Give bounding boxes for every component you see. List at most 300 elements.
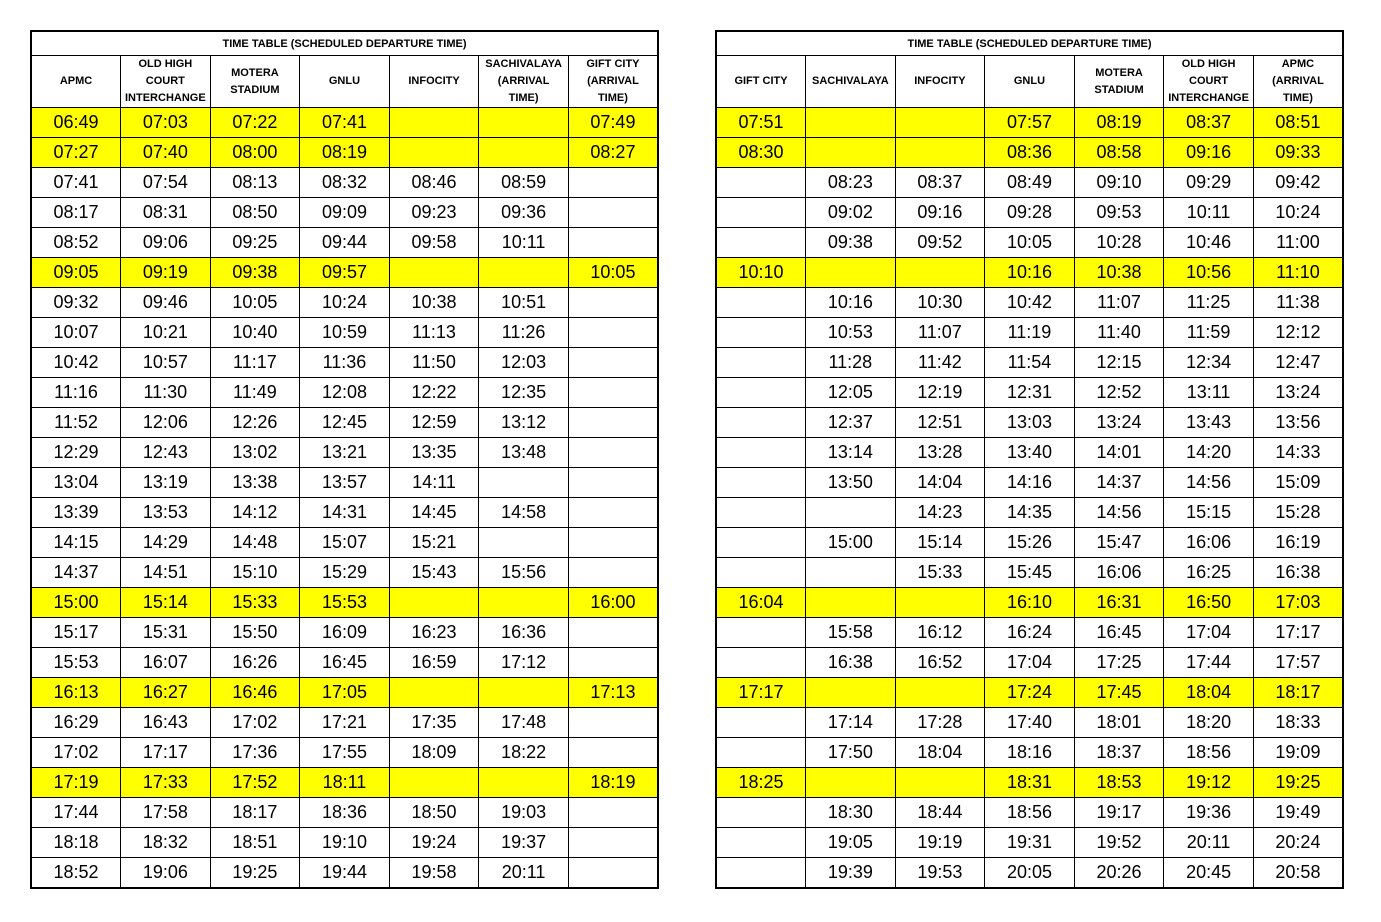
time-cell: 16:45 [1074, 618, 1164, 648]
time-cell: 09:10 [1074, 168, 1164, 198]
table-row [31, 138, 658, 168]
time-cell: 11:50 [389, 348, 479, 378]
table-row [716, 738, 1343, 768]
time-cell [716, 528, 806, 558]
time-cell [479, 258, 569, 288]
table-row [31, 468, 658, 498]
time-cell [716, 348, 806, 378]
time-cell [568, 738, 658, 768]
time-cell: 13:24 [1253, 378, 1343, 408]
time-cell: 10:07 [31, 318, 121, 348]
time-cell: 09:23 [389, 198, 479, 228]
time-cell: 20:11 [1164, 828, 1254, 858]
time-cell: 15:53 [300, 588, 390, 618]
time-cell: 20:58 [1253, 858, 1343, 889]
time-cell [568, 828, 658, 858]
time-cell: 14:51 [121, 558, 211, 588]
time-cell [806, 678, 896, 708]
time-cell: 11:30 [121, 378, 211, 408]
time-cell: 13:57 [300, 468, 390, 498]
time-cell [389, 258, 479, 288]
time-cell: 16:25 [1164, 558, 1254, 588]
time-cell: 15:15 [1164, 498, 1254, 528]
time-cell [568, 318, 658, 348]
time-cell: 13:40 [985, 438, 1075, 468]
time-cell: 12:52 [1074, 378, 1164, 408]
time-cell: 15:31 [121, 618, 211, 648]
time-cell [716, 408, 806, 438]
time-cell: 15:26 [985, 528, 1075, 558]
time-cell: 14:31 [300, 498, 390, 528]
time-cell: 20:26 [1074, 858, 1164, 889]
table-row [716, 588, 1343, 618]
column-header: APMC [31, 56, 121, 108]
column-header: GIFT CITY [716, 56, 806, 108]
table-row [31, 378, 658, 408]
time-cell: 17:35 [389, 708, 479, 738]
time-cell: 18:18 [31, 828, 121, 858]
time-cell: 10:10 [716, 258, 806, 288]
time-cell: 13:02 [210, 438, 300, 468]
time-cell: 16:24 [985, 618, 1075, 648]
time-cell: 16:10 [985, 588, 1075, 618]
time-cell: 15:43 [389, 558, 479, 588]
time-cell: 07:49 [568, 108, 658, 138]
time-cell: 12:03 [479, 348, 569, 378]
time-cell: 18:17 [210, 798, 300, 828]
time-cell: 17:03 [1253, 588, 1343, 618]
time-cell: 09:38 [210, 258, 300, 288]
time-cell: 10:59 [300, 318, 390, 348]
time-cell: 10:05 [210, 288, 300, 318]
time-cell: 19:31 [985, 828, 1075, 858]
time-cell: 11:17 [210, 348, 300, 378]
time-cell: 09:38 [806, 228, 896, 258]
header-row [716, 56, 1343, 108]
time-cell: 14:12 [210, 498, 300, 528]
time-cell: 07:40 [121, 138, 211, 168]
time-cell: 10:11 [479, 228, 569, 258]
time-cell: 17:45 [1074, 678, 1164, 708]
time-cell: 09:53 [1074, 198, 1164, 228]
table-row [716, 768, 1343, 798]
time-cell: 10:16 [806, 288, 896, 318]
time-cell: 15:21 [389, 528, 479, 558]
time-cell [806, 258, 896, 288]
time-cell: 15:00 [31, 588, 121, 618]
time-cell [806, 108, 896, 138]
time-cell: 14:16 [985, 468, 1075, 498]
time-cell [716, 558, 806, 588]
time-cell: 08:50 [210, 198, 300, 228]
time-cell [479, 108, 569, 138]
column-header: INFOCITY [895, 56, 985, 108]
table-row [31, 198, 658, 228]
time-cell: 18:31 [985, 768, 1075, 798]
time-cell [568, 708, 658, 738]
time-cell: 10:42 [985, 288, 1075, 318]
time-cell: 09:52 [895, 228, 985, 258]
time-cell: 12:45 [300, 408, 390, 438]
table-row [716, 198, 1343, 228]
time-cell: 18:37 [1074, 738, 1164, 768]
timetable-right [715, 30, 1344, 889]
time-cell [568, 198, 658, 228]
time-cell: 10:42 [31, 348, 121, 378]
time-cell: 15:10 [210, 558, 300, 588]
time-cell [568, 528, 658, 558]
time-cell [568, 558, 658, 588]
table-row [31, 408, 658, 438]
table-row [716, 288, 1343, 318]
time-cell: 17:48 [479, 708, 569, 738]
time-cell: 08:36 [985, 138, 1075, 168]
time-cell: 10:30 [895, 288, 985, 318]
time-cell: 16:04 [716, 588, 806, 618]
time-cell [568, 468, 658, 498]
time-cell: 19:06 [121, 858, 211, 889]
time-cell: 12:12 [1253, 318, 1343, 348]
time-cell: 11:10 [1253, 258, 1343, 288]
table-row [31, 828, 658, 858]
time-cell: 11:07 [895, 318, 985, 348]
timetable-left [30, 30, 659, 889]
header-row [31, 56, 658, 108]
time-cell: 19:17 [1074, 798, 1164, 828]
time-cell [568, 498, 658, 528]
table-row [716, 378, 1343, 408]
table-row [716, 678, 1343, 708]
table-row [716, 318, 1343, 348]
time-cell: 17:02 [210, 708, 300, 738]
time-cell: 08:19 [300, 138, 390, 168]
time-cell: 16:00 [568, 588, 658, 618]
time-cell: 19:49 [1253, 798, 1343, 828]
time-cell: 13:03 [985, 408, 1075, 438]
time-cell: 15:14 [895, 528, 985, 558]
time-cell: 07:54 [121, 168, 211, 198]
table-row [31, 258, 658, 288]
time-cell [568, 408, 658, 438]
time-cell: 15:17 [31, 618, 121, 648]
time-cell [895, 108, 985, 138]
time-cell: 12:51 [895, 408, 985, 438]
time-cell [806, 558, 896, 588]
time-cell: 17:28 [895, 708, 985, 738]
time-cell: 12:06 [121, 408, 211, 438]
time-cell: 13:19 [121, 468, 211, 498]
time-cell: 18:20 [1164, 708, 1254, 738]
time-cell [568, 168, 658, 198]
time-cell: 17:52 [210, 768, 300, 798]
time-cell: 09:28 [985, 198, 1075, 228]
time-cell [716, 498, 806, 528]
time-cell: 16:43 [121, 708, 211, 738]
table-row [31, 108, 658, 138]
time-cell: 19:03 [479, 798, 569, 828]
table-row [31, 168, 658, 198]
column-header: GNLU [985, 56, 1075, 108]
time-cell: 14:04 [895, 468, 985, 498]
time-cell: 18:01 [1074, 708, 1164, 738]
time-cell [716, 858, 806, 889]
time-cell [716, 378, 806, 408]
time-cell: 14:48 [210, 528, 300, 558]
time-cell: 17:13 [568, 678, 658, 708]
time-cell: 17:24 [985, 678, 1075, 708]
time-cell: 18:50 [389, 798, 479, 828]
time-cell [806, 138, 896, 168]
time-cell: 13:12 [479, 408, 569, 438]
time-cell: 17:36 [210, 738, 300, 768]
time-cell: 18:11 [300, 768, 390, 798]
time-cell: 09:33 [1253, 138, 1343, 168]
time-cell: 18:17 [1253, 678, 1343, 708]
time-cell: 07:57 [985, 108, 1075, 138]
time-cell: 18:36 [300, 798, 390, 828]
time-cell: 07:27 [31, 138, 121, 168]
table-row [31, 498, 658, 528]
time-cell: 13:14 [806, 438, 896, 468]
time-cell: 18:09 [389, 738, 479, 768]
time-cell [895, 768, 985, 798]
time-cell: 09:36 [479, 198, 569, 228]
time-cell: 15:58 [806, 618, 896, 648]
time-cell [568, 228, 658, 258]
time-cell: 10:05 [568, 258, 658, 288]
table-row [716, 348, 1343, 378]
time-cell: 08:00 [210, 138, 300, 168]
table-body [716, 108, 1343, 889]
time-cell: 16:07 [121, 648, 211, 678]
time-cell [895, 258, 985, 288]
time-cell: 11:49 [210, 378, 300, 408]
table-row [716, 138, 1343, 168]
time-cell: 19:12 [1164, 768, 1254, 798]
time-cell: 08:23 [806, 168, 896, 198]
time-cell [806, 588, 896, 618]
table-row [31, 228, 658, 258]
time-cell: 08:30 [716, 138, 806, 168]
time-cell: 13:39 [31, 498, 121, 528]
time-cell: 07:51 [716, 108, 806, 138]
time-cell: 17:05 [300, 678, 390, 708]
time-cell: 17:44 [1164, 648, 1254, 678]
time-cell [806, 498, 896, 528]
time-cell: 10:46 [1164, 228, 1254, 258]
time-cell [479, 138, 569, 168]
table-row [716, 618, 1343, 648]
time-cell: 10:38 [1074, 258, 1164, 288]
time-cell: 13:28 [895, 438, 985, 468]
time-cell [479, 678, 569, 708]
time-cell: 18:04 [1164, 678, 1254, 708]
time-cell: 10:53 [806, 318, 896, 348]
time-cell: 17:40 [985, 708, 1075, 738]
time-cell: 07:22 [210, 108, 300, 138]
time-cell: 19:36 [1164, 798, 1254, 828]
table-title: TIME TABLE (SCHEDULED DEPARTURE TIME) [31, 31, 658, 56]
time-cell: 10:11 [1164, 198, 1254, 228]
column-header: INFOCITY [389, 56, 479, 108]
time-cell [716, 618, 806, 648]
time-cell: 11:42 [895, 348, 985, 378]
time-cell [716, 288, 806, 318]
time-cell: 20:45 [1164, 858, 1254, 889]
table-row [716, 528, 1343, 558]
time-cell: 09:58 [389, 228, 479, 258]
time-cell: 16:06 [1164, 528, 1254, 558]
time-cell: 10:56 [1164, 258, 1254, 288]
time-cell: 08:37 [895, 168, 985, 198]
time-cell [568, 348, 658, 378]
column-header: GNLU [300, 56, 390, 108]
table-row [716, 708, 1343, 738]
time-cell [716, 228, 806, 258]
time-cell: 14:11 [389, 468, 479, 498]
time-cell: 11:38 [1253, 288, 1343, 318]
time-cell: 15:28 [1253, 498, 1343, 528]
column-header: OLD HIGH COURT INTERCHANGE [1164, 56, 1254, 108]
time-cell: 15:45 [985, 558, 1075, 588]
time-cell: 11:40 [1074, 318, 1164, 348]
table-row [31, 318, 658, 348]
time-cell: 06:49 [31, 108, 121, 138]
time-cell: 08:27 [568, 138, 658, 168]
time-cell: 08:19 [1074, 108, 1164, 138]
time-cell: 12:31 [985, 378, 1075, 408]
time-cell: 10:24 [300, 288, 390, 318]
time-cell: 11:54 [985, 348, 1075, 378]
table-row [716, 468, 1343, 498]
column-header: MOTERA STADIUM [210, 56, 300, 108]
time-cell: 09:44 [300, 228, 390, 258]
time-cell [389, 768, 479, 798]
time-cell: 10:40 [210, 318, 300, 348]
time-cell: 20:24 [1253, 828, 1343, 858]
time-cell: 15:33 [210, 588, 300, 618]
time-cell: 08:32 [300, 168, 390, 198]
time-cell [806, 768, 896, 798]
time-cell: 08:46 [389, 168, 479, 198]
time-cell: 11:19 [985, 318, 1075, 348]
time-cell: 17:55 [300, 738, 390, 768]
time-cell: 12:34 [1164, 348, 1254, 378]
time-cell: 12:29 [31, 438, 121, 468]
time-cell: 13:56 [1253, 408, 1343, 438]
column-header: OLD HIGH COURT INTERCHANGE [121, 56, 211, 108]
time-cell: 16:52 [895, 648, 985, 678]
time-cell: 19:25 [210, 858, 300, 889]
time-cell: 16:27 [121, 678, 211, 708]
time-cell: 14:33 [1253, 438, 1343, 468]
time-cell: 08:13 [210, 168, 300, 198]
time-cell: 17:14 [806, 708, 896, 738]
time-cell: 18:22 [479, 738, 569, 768]
time-cell: 17:04 [1164, 618, 1254, 648]
time-cell: 11:26 [479, 318, 569, 348]
table-title: TIME TABLE (SCHEDULED DEPARTURE TIME) [716, 31, 1343, 56]
time-cell: 14:01 [1074, 438, 1164, 468]
time-cell: 14:37 [1074, 468, 1164, 498]
column-header: SACHIVALAYA [806, 56, 896, 108]
time-cell: 12:05 [806, 378, 896, 408]
time-cell: 15:53 [31, 648, 121, 678]
time-cell: 09:05 [31, 258, 121, 288]
time-cell: 17:04 [985, 648, 1075, 678]
time-cell: 12:08 [300, 378, 390, 408]
time-cell: 14:23 [895, 498, 985, 528]
time-cell [479, 768, 569, 798]
table-row [716, 108, 1343, 138]
table-row [31, 588, 658, 618]
time-cell: 13:43 [1164, 408, 1254, 438]
table-row [716, 828, 1343, 858]
time-cell: 16:26 [210, 648, 300, 678]
time-cell: 15:07 [300, 528, 390, 558]
time-cell: 16:31 [1074, 588, 1164, 618]
time-cell [568, 648, 658, 678]
table-row [716, 858, 1343, 889]
time-cell [568, 798, 658, 828]
time-cell: 16:23 [389, 618, 479, 648]
time-cell [716, 648, 806, 678]
time-cell: 12:47 [1253, 348, 1343, 378]
time-cell: 08:59 [479, 168, 569, 198]
time-cell: 13:11 [1164, 378, 1254, 408]
time-cell: 10:28 [1074, 228, 1164, 258]
time-cell: 17:19 [31, 768, 121, 798]
time-cell: 15:56 [479, 558, 569, 588]
time-cell: 17:57 [1253, 648, 1343, 678]
time-cell: 18:25 [716, 768, 806, 798]
time-cell: 18:52 [31, 858, 121, 889]
time-cell: 11:07 [1074, 288, 1164, 318]
time-cell: 17:50 [806, 738, 896, 768]
time-cell: 19:19 [895, 828, 985, 858]
column-header: MOTERA STADIUM [1074, 56, 1164, 108]
time-cell: 19:25 [1253, 768, 1343, 798]
table-row [31, 348, 658, 378]
time-cell [895, 678, 985, 708]
time-cell: 08:37 [1164, 108, 1254, 138]
time-cell: 13:35 [389, 438, 479, 468]
time-cell: 19:05 [806, 828, 896, 858]
time-cell: 16:36 [479, 618, 569, 648]
time-cell: 12:26 [210, 408, 300, 438]
time-cell: 14:15 [31, 528, 121, 558]
time-cell: 15:09 [1253, 468, 1343, 498]
time-cell: 19:24 [389, 828, 479, 858]
time-cell: 14:20 [1164, 438, 1254, 468]
time-cell: 15:50 [210, 618, 300, 648]
time-cell: 12:43 [121, 438, 211, 468]
column-header: SACHIVALAYA (ARRIVAL TIME) [479, 56, 569, 108]
time-cell: 16:50 [1164, 588, 1254, 618]
time-cell: 16:06 [1074, 558, 1164, 588]
table-body [31, 108, 658, 889]
time-cell: 09:25 [210, 228, 300, 258]
time-cell: 11:59 [1164, 318, 1254, 348]
time-cell: 14:35 [985, 498, 1075, 528]
time-cell [479, 468, 569, 498]
time-cell: 11:00 [1253, 228, 1343, 258]
time-cell: 10:16 [985, 258, 1075, 288]
table-row [716, 648, 1343, 678]
table-row [716, 498, 1343, 528]
time-cell: 09:29 [1164, 168, 1254, 198]
time-cell: 19:37 [479, 828, 569, 858]
